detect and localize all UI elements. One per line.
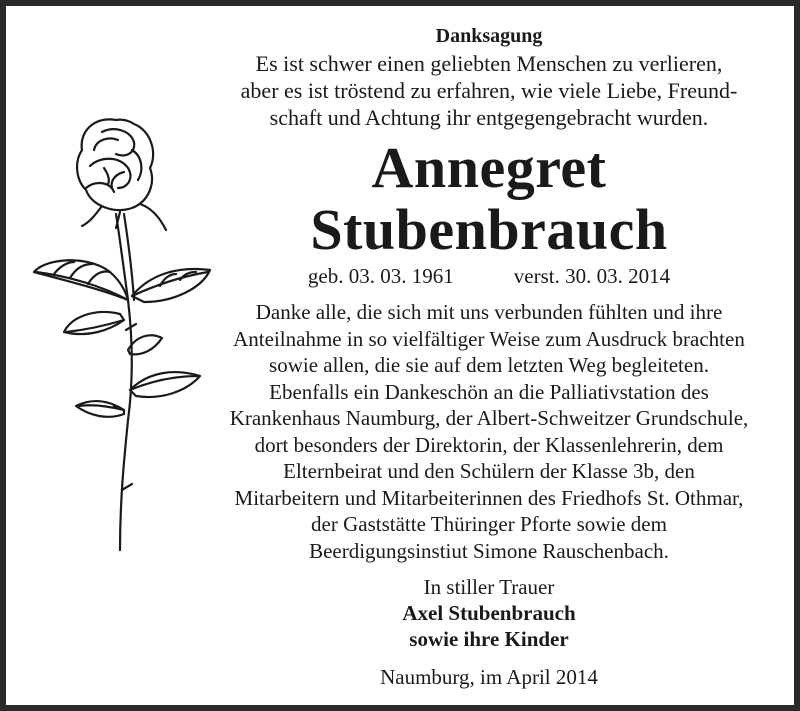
body-line: Elternbeirat und den Schülern der Klasse 3b, den	[283, 459, 695, 483]
intro-line: aber es ist tröstend zu erfahren, wie viele Liebe, Freund-	[240, 78, 738, 103]
birth-date: geb. 03. 03. 1961	[307, 264, 454, 288]
body-line: Krankenhaus Naumburg, der Albert-Schweitzer Grundschule,	[229, 406, 749, 430]
last-name: Stubenbrauch	[310, 197, 668, 262]
body-line: sowie allen, die sie auf dem letzten Weg begleiteten.	[269, 353, 709, 377]
body-line: Ebenfalls ein Dankeschön an die Palliativstation des	[269, 379, 709, 404]
intro-line: Es ist schwer einen geliebten Menschen zu verlieren,	[255, 51, 723, 76]
thanks-paragraph	[192, 299, 786, 564]
deceased-name	[192, 137, 786, 261]
heading: Danksagung	[435, 25, 543, 47]
body-line: dort besonders der Direktorin, der Klassenlehrerin, dem	[254, 432, 724, 457]
body-line: Mitarbeitern und Mitarbeiterinnen des Friedhofs St. Othmar,	[234, 485, 744, 510]
first-name: Annegret	[371, 135, 607, 200]
notice-text	[192, 24, 786, 690]
body-line: Danke alle, die sich mit uns verbunden fühlten und ihre	[255, 300, 723, 324]
body-line: Anteilnahme in so vielfältiger Weise zum Ausdruck brachten	[233, 326, 745, 351]
intro-line: schaft und Achtung ihr entgegengebracht wurden.	[269, 105, 709, 130]
signature-block	[192, 574, 786, 652]
place-date: Naumburg, im April 2014	[380, 665, 598, 689]
intro-paragraph	[192, 50, 786, 131]
mourning-line: In stiller Trauer	[423, 575, 555, 599]
signer-family: sowie ihre Kinder	[409, 627, 569, 651]
body-line: Beerdigungsinstiut Simone Rauschenbach.	[309, 538, 669, 563]
life-dates	[192, 263, 786, 289]
body-line: der Gaststätte Thüringer Pforte sowie dem	[311, 512, 667, 536]
signer-name: Axel Stubenbrauch	[402, 601, 576, 625]
death-date: verst. 30. 03. 2014	[513, 264, 671, 288]
